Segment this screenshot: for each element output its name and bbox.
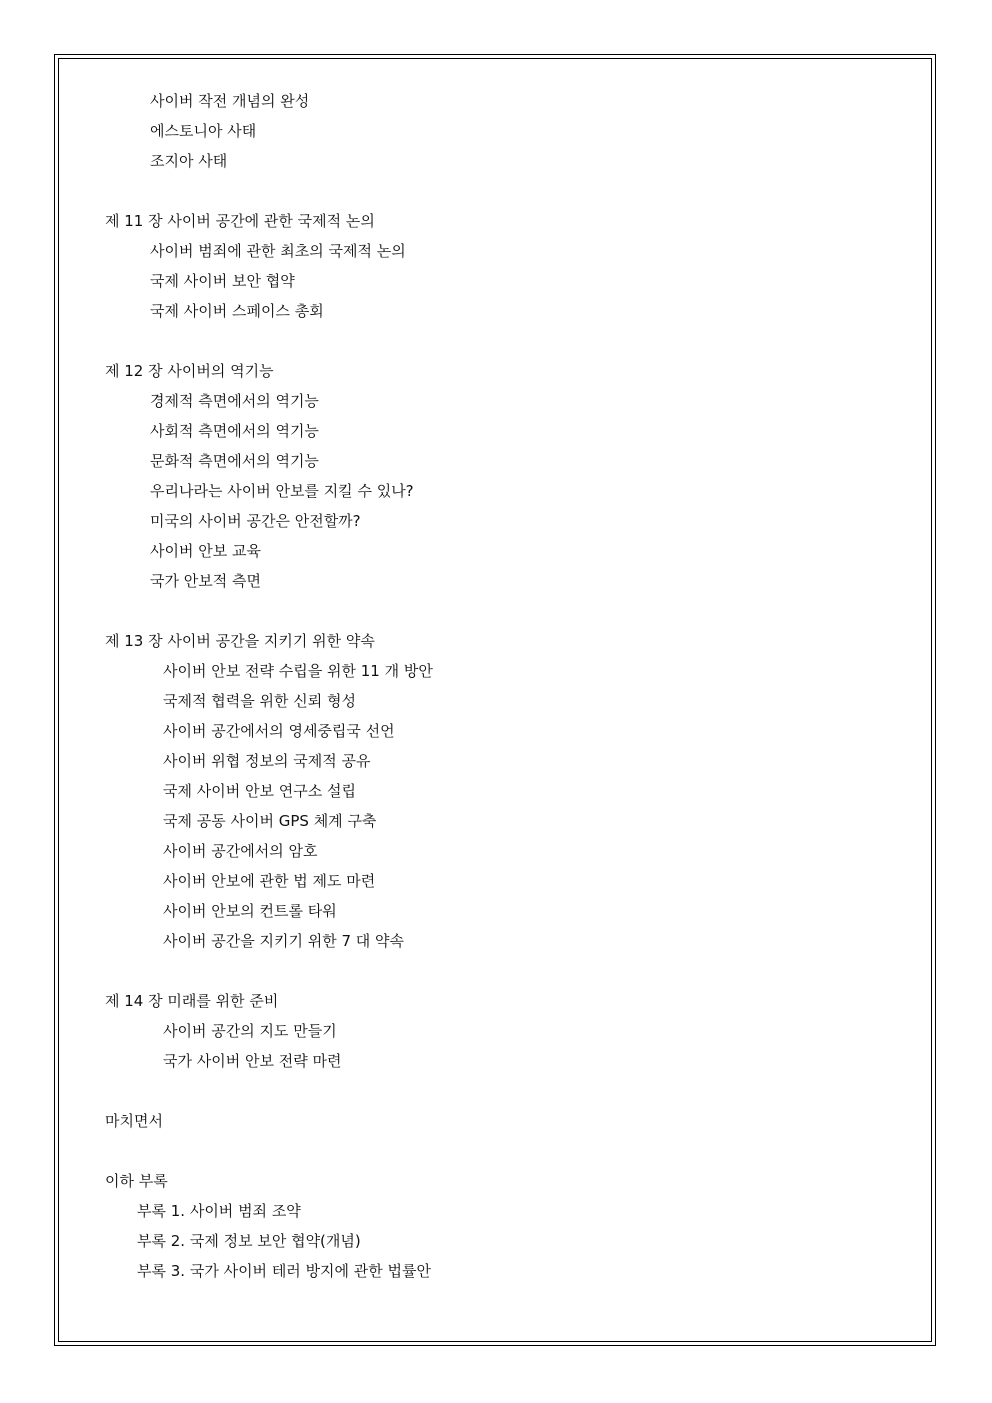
toc-item: 국제 공동 사이버 GPS 체계 구축 xyxy=(163,812,377,830)
appendix-item: 부록 1. 사이버 범죄 조약 xyxy=(137,1202,301,1220)
chapter-title-13: 제 13 장 사이버 공간을 지키기 위한 약속 xyxy=(105,632,375,650)
toc-item: 사이버 공간에서의 암호 xyxy=(163,842,318,860)
chapter-title-12: 제 12 장 사이버의 역기능 xyxy=(105,362,274,380)
toc-item: 국제 사이버 안보 연구소 설립 xyxy=(163,782,356,800)
toc-item: 사이버 공간을 지키기 위한 7 대 약속 xyxy=(163,932,405,950)
toc-item: 사이버 작전 개념의 완성 xyxy=(150,92,310,110)
toc-item: 사이버 안보 전략 수립을 위한 11 개 방안 xyxy=(163,662,433,680)
toc-item: 사이버 위협 정보의 국제적 공유 xyxy=(163,752,371,770)
chapter-title-14: 제 14 장 미래를 위한 준비 xyxy=(105,992,279,1010)
toc-item: 국제 사이버 스페이스 총회 xyxy=(150,302,324,320)
appendix-item: 부록 3. 국가 사이버 테러 방지에 관한 법률안 xyxy=(137,1262,432,1280)
appendix-item: 부록 2. 국제 정보 보안 협약(개념) xyxy=(137,1232,361,1250)
toc-item: 미국의 사이버 공간은 안전할까? xyxy=(150,512,361,530)
toc-item: 우리나라는 사이버 안보를 지킬 수 있나? xyxy=(150,482,414,500)
toc-item: 국제 사이버 보안 협약 xyxy=(150,272,295,290)
toc-item: 문화적 측면에서의 역기능 xyxy=(150,452,319,470)
toc-item: 사이버 공간의 지도 만들기 xyxy=(163,1022,337,1040)
toc-item: 에스토니아 사태 xyxy=(150,122,257,140)
toc-item: 사이버 공간에서의 영세중립국 선언 xyxy=(163,722,395,740)
toc-item: 국가 사이버 안보 전략 마련 xyxy=(163,1052,342,1070)
toc-item: 사회적 측면에서의 역기능 xyxy=(150,422,319,440)
toc-item: 사이버 안보 교육 xyxy=(150,542,261,560)
chapter-title-11: 제 11 장 사이버 공간에 관한 국제적 논의 xyxy=(105,212,375,230)
toc-item: 조지아 사태 xyxy=(150,152,228,170)
toc-item: 사이버 안보에 관한 법 제도 마련 xyxy=(163,872,376,890)
toc-item: 국가 안보적 측면 xyxy=(150,572,261,590)
toc-item: 사이버 범죄에 관한 최초의 국제적 논의 xyxy=(150,242,406,260)
toc-item: 국제적 협력을 위한 신뢰 형성 xyxy=(163,692,356,710)
appendix-title: 이하 부록 xyxy=(105,1172,168,1190)
toc-item: 경제적 측면에서의 역기능 xyxy=(150,392,319,410)
closing-title: 마치면서 xyxy=(105,1112,163,1130)
toc-item: 사이버 안보의 컨트롤 타워 xyxy=(163,902,337,920)
